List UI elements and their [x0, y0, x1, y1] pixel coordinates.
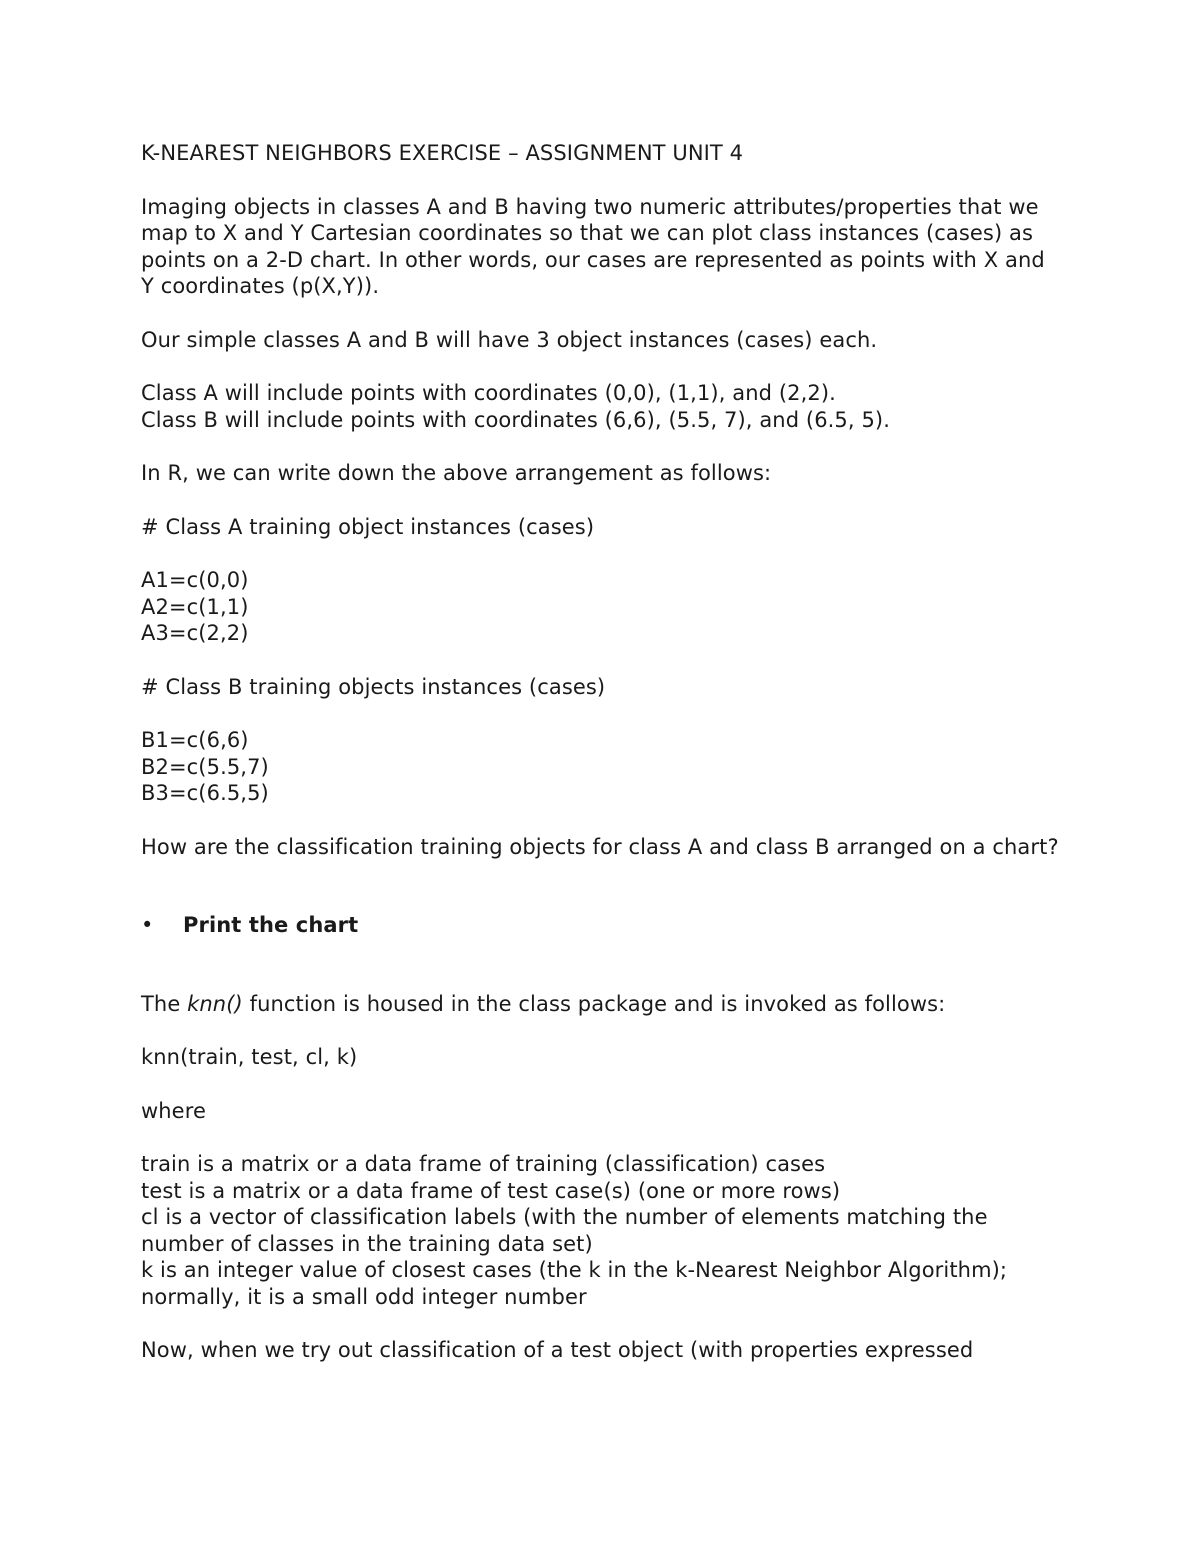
r-intro-paragraph: In R, we can write down the above arrangement as follows: [141, 461, 772, 485]
code-line-a1: A1=c(0,0) [141, 568, 249, 592]
code-line-b1: B1=c(6,6) [141, 728, 249, 752]
bullet-item [141, 912, 1061, 939]
knn-call: knn(train, test, cl, k) [141, 1045, 358, 1069]
bullet-text: Print the chart [183, 913, 359, 937]
def-train: train is a matrix or a data frame of training (classification) cases [141, 1152, 826, 1176]
where-label: where [141, 1098, 206, 1123]
classes-count-paragraph: Our simple classes A and B will have 3 object instances (cases) each. [141, 327, 878, 352]
bullet-icon: • [141, 913, 154, 937]
code-line-a2: A2=c(1,1) [141, 594, 249, 619]
def-cl: cl is a vector of classification labels (with the number of elements matching the number of classes in the training data set) [141, 1205, 988, 1256]
document-body [141, 140, 1061, 1364]
knn-post-text: function is housed in the class package and is invoked as follows: [242, 991, 946, 1016]
knn-function-name: knn() [187, 991, 243, 1016]
code-line-a3: A3=c(2,2) [141, 621, 249, 645]
class-b-comment: # Class B training objects instances (cases) [141, 674, 606, 699]
knn-pre-text: The [141, 991, 188, 1016]
def-test: test is a matrix or a data frame of test case(s) (one or more rows) [141, 1178, 841, 1203]
closing-paragraph: Now, when we try out classification of a test object (with properties expressed [141, 1338, 974, 1362]
class-a-points: Class A will include points with coordinates (0,0), (1,1), and (2,2). [141, 381, 836, 405]
class-b-points: Class B will include points with coordinates (6,6), (5.5, 7), and (6.5, 5). [141, 407, 890, 432]
intro-paragraph: Imaging objects in classes A and B having two numeric attributes/properties that we map to X and Y Cartesian coordinates so that we can plot class instances (cases) as points on a 2-D chart. In other words, our cases are represented as points with X and Y coordinates (p(X,Y)). [141, 194, 1045, 298]
code-line-b3: B3=c(6.5,5) [141, 781, 269, 805]
def-k: k is an integer value of closest cases (the k in the k-Nearest Neighbor Algorithm); normally, it is a small odd integer number [141, 1258, 1008, 1309]
code-line-b2: B2=c(5.5,7) [141, 754, 269, 779]
class-a-comment: # Class A training object instances (cases) [141, 514, 595, 539]
question-paragraph: How are the classification training objects for class A and class B arranged on a chart? [141, 834, 1059, 859]
document-title: K-NEAREST NEIGHBORS EXERCISE – ASSIGNMENT UNIT 4 [141, 141, 744, 165]
knn-description [141, 991, 1061, 1018]
